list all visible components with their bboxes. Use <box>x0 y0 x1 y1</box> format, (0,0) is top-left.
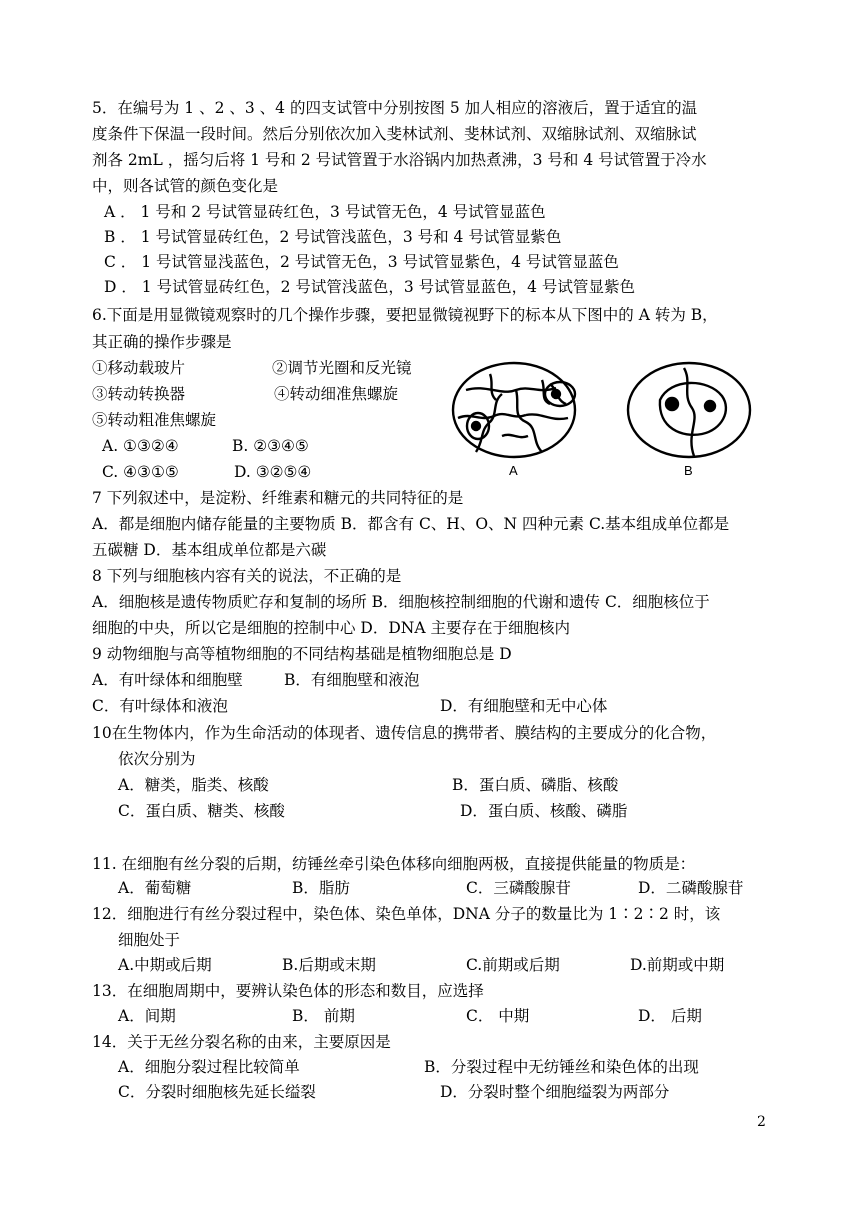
q10-option-b: B．蛋白质、磷脂、核酸 <box>452 776 619 794</box>
figure-label-a: A <box>509 463 518 478</box>
q8-stem: 8 下列与细胞核内容有关的说法，不正确的是 <box>92 567 402 585</box>
q14-option-a: A．细胞分裂过程比较简单 <box>118 1058 300 1076</box>
q5-stem-line-3: 剂各 2mL ，摇匀后将 1 号和 2 号试管置于水浴锅内加热煮沸，3 号和 4 号试管置于冷水 <box>92 151 707 169</box>
q14-option-c: C．分裂时细胞核先延长缢裂 <box>118 1083 316 1101</box>
q13-option-d: D． 后期 <box>638 1007 702 1025</box>
q13-option-a: A．间期 <box>118 1007 176 1025</box>
q10-stem-line-1: 10在生物体内，作为生命活动的体现者、遗传信息的携带者、膜结构的主要成分的化合物， <box>92 724 717 742</box>
q6-step-1: ①移动载玻片 <box>92 359 186 377</box>
q10-stem-line-2: 依次分别为 <box>118 750 196 768</box>
q14-stem: 14．关于无丝分裂名称的由来，主要原因是 <box>92 1033 391 1051</box>
field-b-diagram <box>628 363 750 457</box>
q6-step-5: ⑤转动粗准焦螺旋 <box>92 411 217 429</box>
q12-option-d: D.前期或中期 <box>630 956 725 974</box>
q14-option-d: D．分裂时整个细胞缢裂为两部分 <box>440 1083 670 1101</box>
q12-option-c: C.前期或后期 <box>466 956 560 974</box>
q11-option-d: D．二磷酸腺苷 <box>638 879 744 897</box>
page-number: 2 <box>757 1114 766 1130</box>
q5-option-d: D ． 1 号试管显砖红色，2 号试管浅蓝色，3 号试管显蓝色，4 号试管显紫色 <box>104 278 635 296</box>
q6-step-3: ③转动转换器 <box>92 385 186 403</box>
q13-stem: 13．在细胞周期中，要辨认染色体的形态和数目，应选择 <box>92 982 484 1000</box>
q7-stem: 7 下列叙述中，是淀粉、纤维素和糖元的共同特征的是 <box>92 489 464 507</box>
q6-stem-line-2: 其正确的操作步骤是 <box>92 333 232 351</box>
q9-option-c: C．有叶绿体和液泡 <box>92 697 228 715</box>
q7-line-1: A．都是细胞内储存能量的主要物质 B．都含有 C、H、O、N 四种元素 C.基本组成单位都是 <box>92 515 730 533</box>
q5-option-a: A ． 1 号和 2 号试管显砖红色，3 号试管无色，4 号试管显蓝色 <box>104 203 546 221</box>
q9-option-a: A．有叶绿体和细胞壁 <box>92 671 243 689</box>
q12-option-a: A.中期或后期 <box>118 956 212 974</box>
q5-option-c: C ． 1 号试管显浅蓝色，2 号试管无色，3 号试管显紫色，4 号试管显蓝色 <box>104 253 619 271</box>
q11-option-c: C．三磷酸腺苷 <box>466 879 571 897</box>
q10-option-a: A．糖类，脂类、核酸 <box>118 776 269 794</box>
q6-option-c: C. ④③①⑤ <box>102 463 179 481</box>
q9-option-b: B．有细胞壁和液泡 <box>284 671 420 689</box>
q13-option-c: C． 中期 <box>466 1007 530 1025</box>
q8-line-1: A．细胞核是遗传物质贮存和复制的场所 B．细胞核控制细胞的代谢和遗传 C．细胞核位于 <box>92 593 710 611</box>
q5-option-b: B ． 1 号试管显砖红色，2 号试管浅蓝色，3 号和 4 号试管显紫色 <box>104 228 562 246</box>
q12-stem-line-1: 12．细胞进行有丝分裂过程中，染色体、染色单体，DNA 分子的数量比为 1∶2∶2 时，该 <box>92 905 721 923</box>
field-a-diagram <box>453 363 575 457</box>
q5-stem-line-1: 5．在编号为 1 、2 、3 、4 的四支试管中分别按图 5 加人相应的溶液后，置于适宜的温 <box>92 99 698 117</box>
q11-stem: 11. 在细胞有丝分裂的后期，纺锤丝牵引染色体移向细胞两极，直接提供能量的物质是： <box>92 855 696 873</box>
q10-option-c: C．蛋白质、糖类、核酸 <box>118 802 285 820</box>
q8-line-2: 细胞的中央，所以它是细胞的控制中心 D．DNA 主要存在于细胞核内 <box>92 619 570 637</box>
q6-stem-line-1: 6.下面是用显微镜观察时的几个操作步骤，要把显微镜视野下的标本从下图中的 A 转为 B， <box>92 306 718 324</box>
q9-stem: 9 动物细胞与高等植物细胞的不同结构基础是植物细胞总是 D <box>92 645 512 663</box>
q11-option-b: B．脂肪 <box>292 879 350 897</box>
q12-stem-line-2: 细胞处于 <box>118 931 181 949</box>
q6-step-2: ②调节光圈和反光镜 <box>272 359 412 377</box>
q10-option-d: D．蛋白质、核酸、磷脂 <box>460 802 628 820</box>
q14-option-b: B．分裂过程中无纺锤丝和染色体的出现 <box>424 1058 699 1076</box>
q6-option-d: D. ③②⑤④ <box>234 463 312 481</box>
q9-option-d: D．有细胞壁和无中心体 <box>440 697 608 715</box>
q12-option-b: B.后期或末期 <box>282 956 376 974</box>
microscope-field-figure <box>446 360 766 480</box>
q6-option-a: A. ①③②④ <box>102 437 179 455</box>
q11-option-a: A．葡萄糖 <box>118 879 192 897</box>
q6-option-b: B. ②③④⑤ <box>232 437 309 455</box>
q5-stem-line-4: 中，则各试管的颜色变化是 <box>92 177 279 195</box>
q7-line-2: 五碳糖 D．基本组成单位都是六碳 <box>92 541 327 559</box>
q5-stem-line-2: 度条件下保温一段时间。然后分别依次加入斐林试剂、斐林试剂、双缩脉试剂、双缩脉试 <box>92 125 697 143</box>
q6-step-4: ④转动细准焦螺旋 <box>274 385 399 403</box>
q13-option-b: B． 前期 <box>292 1007 355 1025</box>
figure-label-b: B <box>684 463 693 478</box>
